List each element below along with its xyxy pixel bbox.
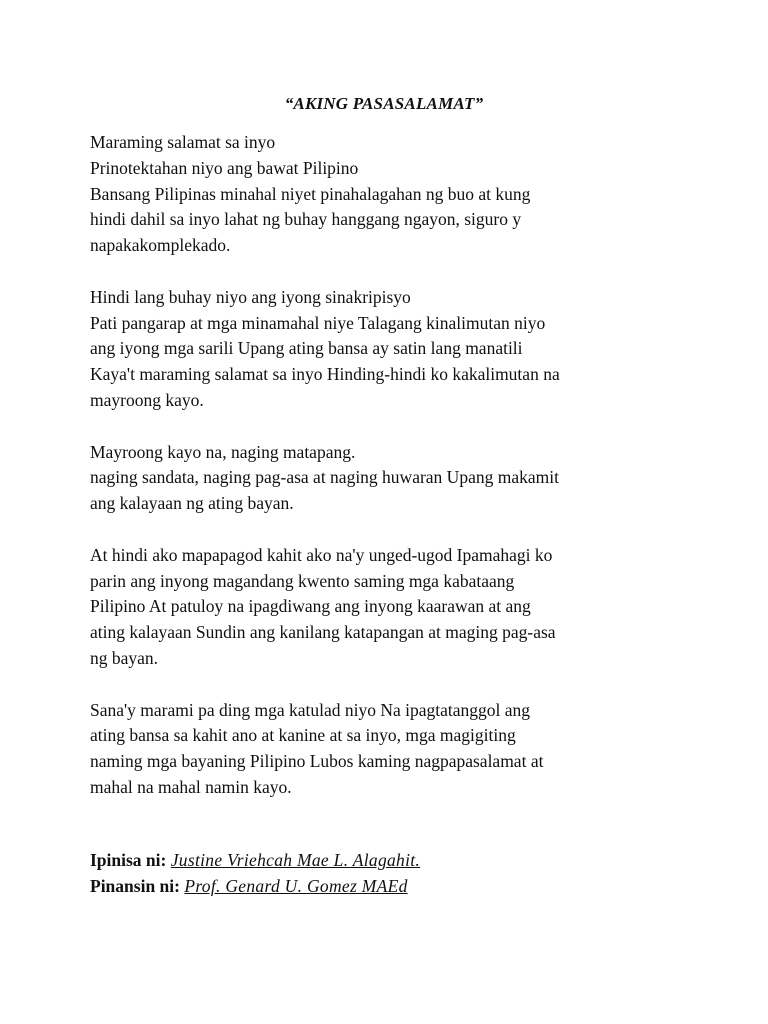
credit-reviewed-by bbox=[90, 874, 690, 900]
poem-line: Prinotektahan niyo ang bawat Pilipino bbox=[90, 157, 359, 178]
poem-line: parin ang inyong magandang kwento saming mga kabataang bbox=[90, 570, 515, 591]
credit-name: Prof. Genard U. Gomez MAEd bbox=[184, 875, 408, 896]
credit-submitted-by bbox=[90, 848, 690, 874]
poem-line: napakakomplekado. bbox=[90, 235, 231, 256]
stanza-4 bbox=[90, 543, 690, 672]
poem-line: mahal na mahal namin kayo. bbox=[90, 776, 292, 797]
stanza-5 bbox=[90, 698, 690, 801]
poem-line: ating bansa sa kahit ano at kanine at sa inyo, mga magigiting bbox=[90, 725, 516, 746]
poem-line: ng bayan. bbox=[90, 647, 159, 668]
poem-body bbox=[90, 130, 690, 827]
poem-line: ating kalayaan Sundin ang kanilang katapangan at maging pag-asa bbox=[90, 622, 556, 643]
poem-line: ang kalayaan ng ating bayan. bbox=[90, 493, 294, 514]
poem-line: mayroong kayo. bbox=[90, 389, 204, 410]
poem-line: ang iyong mga sarili Upang ating bansa ay satin lang manatili bbox=[90, 338, 523, 359]
poem-line: Hindi lang buhay niyo ang iyong sinakripisyo bbox=[90, 286, 411, 307]
poem-line: Bansang Pilipinas minahal niyet pinahalagahan ng buo at kung bbox=[90, 183, 531, 204]
poem-line: Sana'y marami pa ding mga katulad niyo Na ipagtatanggol ang bbox=[90, 699, 531, 720]
stanza-1 bbox=[90, 130, 690, 259]
poem-line: naming mga bayaning Pilipino Lubos kaming nagpapasalamat at bbox=[90, 751, 544, 772]
poem-title: “AKING PASASALAMAT” bbox=[284, 94, 484, 113]
poem-line: hindi dahil sa inyo lahat ng buhay hanggang ngayon, siguro y bbox=[90, 209, 522, 230]
poem-line: Pati pangarap at mga minamahal niye Talagang kinalimutan niyo bbox=[90, 312, 546, 333]
poem-line: naging sandata, naging pag-asa at naging huwaran Upang makamit bbox=[90, 467, 559, 488]
poem-line: Kaya't maraming salamat sa inyo Hinding-hindi ko kakalimutan na bbox=[90, 364, 560, 385]
poem-line: Mayroong kayo na, naging matapang. bbox=[90, 441, 356, 462]
credit-name: Justine Vriehcah Mae L. Alagahit. bbox=[170, 850, 421, 870]
credit-label: Ipinisa ni: bbox=[90, 850, 171, 870]
poem-line: At hindi ako mapapagod kahit ako na'y unged-ugod Ipamahagi ko bbox=[90, 544, 553, 565]
credit-label: Pinansin ni: bbox=[90, 875, 185, 896]
stanza-3 bbox=[90, 440, 690, 517]
credits-block bbox=[90, 848, 690, 900]
stanza-2 bbox=[90, 285, 690, 414]
poem-line: Maraming salamat sa inyo bbox=[90, 132, 276, 152]
poem-line: Pilipino At patuloy na ipagdiwang ang inyong kaarawan at ang bbox=[90, 596, 531, 617]
